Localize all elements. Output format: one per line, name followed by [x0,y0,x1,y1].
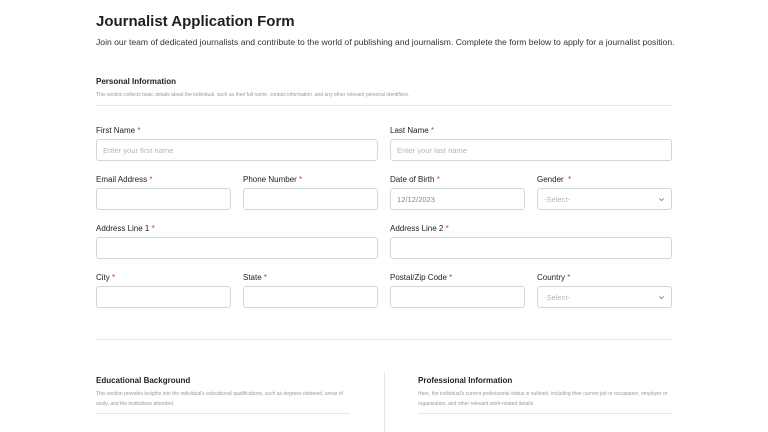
education-divider [96,413,350,414]
phone-input[interactable] [243,188,378,210]
section-divider [96,105,672,106]
state-label: State * [243,273,268,282]
section-desc-personal: This section collects basic details about the individual, such as their full name, contact information, and any other relevant personal identifiers. [96,92,410,98]
section-desc-professional: Here, the individual's current professional status is outlined, including their current job or occupation, employer or organization, and other relevant work-related details. [418,391,668,407]
postal-input[interactable] [390,286,525,308]
email-input[interactable] [96,188,231,210]
country-selected-value: -Select- [544,292,571,302]
section-title-education: Educational Background [96,376,191,385]
dob-value: 12/12/2023 [397,194,436,204]
gender-label: Gender * [537,175,572,184]
phone-label: Phone Number * [243,175,303,184]
professional-divider [418,413,672,414]
page-title: Journalist Application Form [96,13,295,30]
chevron-down-icon [658,294,665,301]
section-desc-education: This section provides insights into the individual's educational qualifications, such as degrees obtained, areas of study, and the institutions attended. [96,391,343,407]
address2-label: Address Line 2 * [390,224,449,233]
address2-input[interactable] [390,237,672,259]
dob-input[interactable] [390,188,525,210]
address1-label: Address Line 1 * [96,224,155,233]
first-name-input[interactable] [96,139,378,161]
chevron-down-icon [658,196,665,203]
section-divider [96,339,672,340]
city-label: City * [96,273,116,282]
page-subtitle: Join our team of dedicated journalists and contribute to the world of publishing and journalism. Complete the form below to apply for a journalist position. [96,37,675,47]
last-name-input[interactable] [390,139,672,161]
gender-selected-value: -Select- [544,194,571,204]
state-input[interactable] [243,286,378,308]
city-input[interactable] [96,286,231,308]
email-label: Email Address * [96,175,153,184]
section-title-professional: Professional Information [418,376,513,385]
postal-label: Postal/Zip Code * [390,273,453,282]
gender-select[interactable] [537,188,672,210]
last-name-placeholder: Enter your last name [397,145,468,155]
last-name-label: Last Name * [390,126,435,135]
first-name-placeholder: Enter your first name [103,145,174,155]
country-label: Country * [537,273,571,282]
column-divider [384,372,385,432]
address1-input[interactable] [96,237,378,259]
country-select[interactable] [537,286,672,308]
dob-label: Date of Birth * [390,175,440,184]
section-title-personal: Personal Information [96,77,177,86]
first-name-label: First Name * [96,126,141,135]
